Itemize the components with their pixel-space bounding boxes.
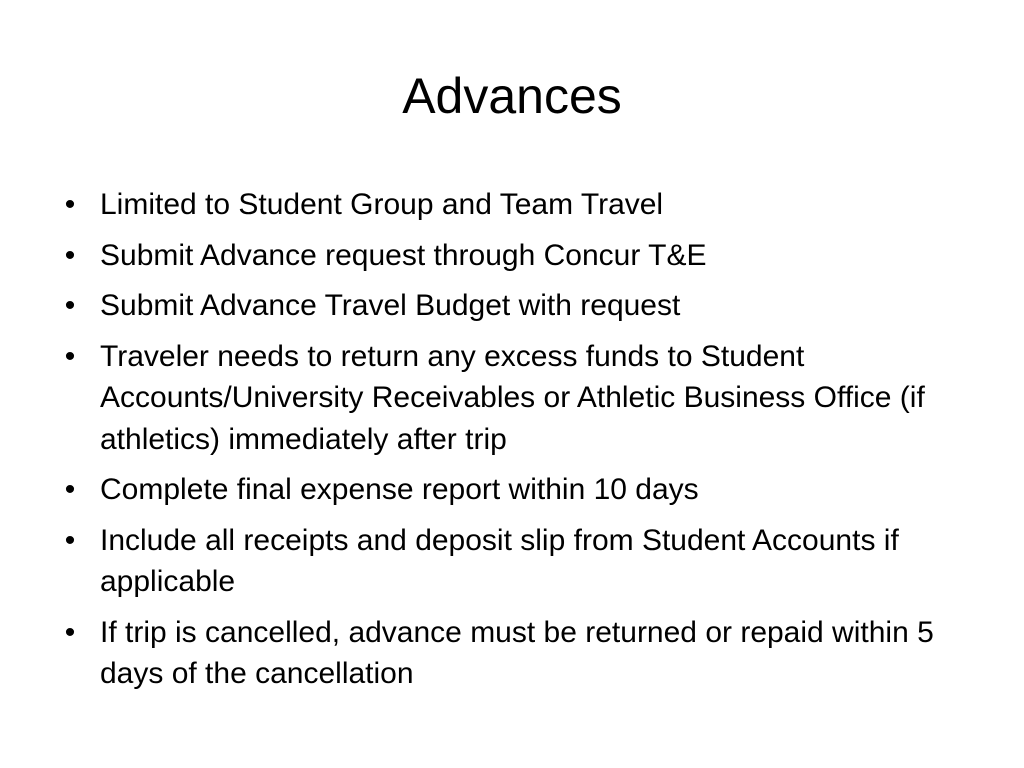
bullet-item (55, 184, 975, 226)
bullet-text: If trip is cancelled, advance must be returned or repaid within 5 days of the cancellation (100, 615, 934, 690)
bullet-icon: • (64, 188, 76, 221)
bullet-text: Limited to Student Group and Team Travel (100, 188, 664, 221)
bullet-text: Include all receipts and deposit slip from Student Accounts if applicable (100, 523, 899, 598)
bullet-item (55, 235, 975, 277)
bullet-icon: • (64, 339, 76, 373)
bullet-item (55, 469, 975, 511)
bullet-icon: • (64, 523, 76, 557)
bullet-icon: • (64, 615, 76, 649)
bullet-icon: • (64, 238, 76, 272)
bullet-item (55, 612, 975, 695)
bullet-item (55, 285, 975, 327)
bullet-text: Complete final expense report within 10 days (100, 473, 699, 506)
bullet-icon: • (64, 473, 76, 506)
bullet-list (55, 184, 975, 704)
bullet-icon: • (64, 289, 76, 322)
bullet-item (55, 336, 975, 461)
bullet-text: Submit Advance request through Concur T&E (100, 238, 707, 272)
bullet-text: Traveler needs to return any excess funds to Student Accounts/University Receivables or Athletic Business Office (if athletics) immediately after trip (100, 339, 925, 456)
slide-title: Advances (402, 68, 622, 124)
bullet-item (55, 520, 975, 603)
bullet-text: Submit Advance Travel Budget with request (100, 289, 681, 322)
